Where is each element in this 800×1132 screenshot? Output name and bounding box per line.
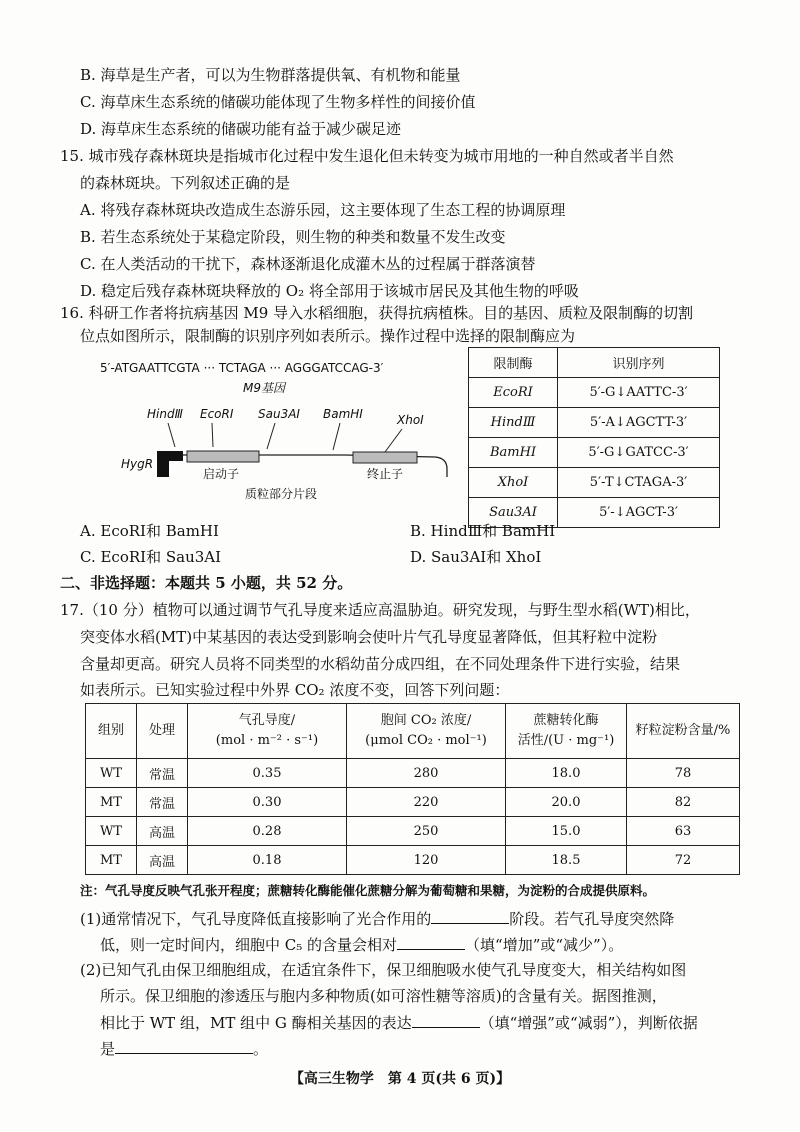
arrow-hindiii [168, 423, 175, 447]
enzyme-sequence: 5′-T↓CTAGA-3′ [558, 468, 720, 498]
header-treatment: 处理 [137, 704, 188, 759]
cell: 220 [347, 788, 506, 817]
cell: 0.35 [188, 759, 347, 788]
q15-option-b: B. 若生态系统处于某稳定阶段，则生物的种类和数量不发生改变 [80, 228, 506, 246]
q17-para-line1: 17.（10 分）植物可以通过调节气孔导度来适应高温胁迫。研究发现，与野生型水稻(WT)相比， [60, 601, 700, 619]
cell: 0.30 [188, 788, 347, 817]
cell: MT [86, 846, 137, 875]
header-group: 组别 [86, 704, 137, 759]
q17-sub2-text-d: （填“增强”或“减弱”），判断依据 [479, 1014, 698, 1032]
header-sequence: 识别序列 [558, 348, 720, 378]
cell: 常温 [137, 759, 188, 788]
section-heading: 二、非选择题：本题共 5 小题，共 52 分。 [60, 574, 353, 592]
q15-stem-line2: 的森林斑块。下列叙述正确的是 [80, 174, 291, 192]
q15-option-a: A. 将残存森林斑块改造成生态游乐园，这主要体现了生态工程的协调原理 [80, 201, 566, 219]
enzyme-sequence: 5′-G↓GATCC-3′ [558, 438, 720, 468]
cell: 常温 [137, 788, 188, 817]
arrow-ecori [212, 423, 213, 447]
cell: 高温 [137, 817, 188, 846]
terminator-label: 终止子 [367, 467, 404, 481]
header-enzyme: 限制酶 [469, 348, 558, 378]
table-row [469, 408, 720, 438]
cell: 250 [347, 817, 506, 846]
q17-sub2-text-f: 。 [253, 1040, 269, 1058]
header-stomatal-conductance [188, 704, 347, 759]
cell: 82 [627, 788, 740, 817]
header-gs-line1: 气孔导度/ [238, 713, 296, 728]
table-row [86, 759, 740, 788]
enzyme-name: BamHⅠ [469, 438, 558, 468]
enzyme-name: EcoRⅠ [469, 378, 558, 408]
cell: 0.18 [188, 846, 347, 875]
q17-sub2-line2: 所示。保卫细胞的渗透压与胞内多种物质(如可溶性糖等溶质)的含量有关。据图推测， [100, 987, 667, 1005]
cell: 18.5 [506, 846, 627, 875]
arrow-bamhi [333, 423, 340, 450]
gene-sequence: 5′-ATGAATTCGTA ··· TCTAGA ··· AGGGATCCAG-3′ [100, 361, 384, 375]
enzyme-name: XhoⅠ [469, 468, 558, 498]
q14-option-b: B. 海草是生产者，可以为生物群落提供氧、有机物和能量 [80, 66, 461, 84]
table-header-row [86, 704, 740, 759]
q17-sub1-text-d: （填“增加”或“减少”）。 [465, 936, 624, 954]
q14-option-c: C. 海草床生态系统的储碳功能体现了生物多样性的间接价值 [80, 93, 476, 111]
table-row [86, 788, 740, 817]
header-ci-line1: 胞间 CO₂ 浓度/ [380, 713, 472, 728]
q15-stem-line1: 15. 城市残存森林斑块是指城市化过程中发生退化但未转变为城市用地的一种自然或者半自然 [60, 147, 674, 165]
header-intercellular-co2 [347, 704, 506, 759]
answer-blank-3[interactable] [412, 1011, 480, 1028]
gene-label: M9基因 [243, 381, 285, 395]
q17-sub2-text-c: 相比于 WT 组，MT 组中 G 酶相关基因的表达 [100, 1014, 412, 1032]
q16-option-a: A. EcoRⅠ和 BamHⅠ [80, 522, 219, 540]
answer-blank-4[interactable] [115, 1037, 253, 1054]
enzyme-table [468, 347, 720, 528]
promoter-label: 启动子 [203, 467, 240, 481]
site-xhoi: XhoⅠ [397, 413, 424, 427]
q17-sub1-text-b: 阶段。若气孔导度突然降 [509, 910, 675, 928]
q17-sub2-text-e: 是 [100, 1040, 116, 1058]
cell: 72 [627, 846, 740, 875]
q17-sub1-line2 [100, 933, 623, 956]
q15-option-c: C. 在人类活动的干扰下，森林逐渐退化成灌木丛的过程属于群落演替 [80, 255, 536, 273]
cell: 15.0 [506, 817, 627, 846]
table-row [86, 846, 740, 875]
table-row [469, 468, 720, 498]
site-sau3ai: Sau3AⅠ [258, 407, 300, 421]
q16-stem-line1: 16. 科研工作者将抗病基因 M9 导入水稻细胞，获得抗病植株。目的基因、质粒及限制酶的切割 [60, 304, 694, 322]
site-hindiii: HindⅢ [147, 407, 183, 421]
arrow-sau3ai [267, 423, 275, 449]
header-ci-line2: (μmol CO₂ · mol⁻¹) [365, 733, 487, 748]
q16-option-d: D. Sau3AⅠ和 XhoⅠ [410, 548, 542, 566]
q17-sub2-line4 [100, 1037, 268, 1060]
cell: 280 [347, 759, 506, 788]
q17-sub1-line1 [80, 907, 674, 930]
q16-option-c: C. EcoRⅠ和 Sau3AⅠ [80, 548, 222, 566]
q17-sub2-line1: (2)已知气孔由保卫细胞组成，在适宜条件下，保卫细胞吸水使气孔导度变大，相关结构如图 [80, 961, 687, 979]
header-starch: 籽粒淀粉含量/% [627, 704, 740, 759]
experiment-table [85, 703, 740, 875]
answer-blank-2[interactable] [397, 933, 465, 950]
table-note: 注：气孔导度反映气孔张开程度；蔗糖转化酶能催化蔗糖分解为葡萄糖和果糖，为淀粉的合成提供原料。 [80, 883, 656, 898]
table-header-row [469, 348, 720, 378]
q17-para-line2: 突变体水稻(MT)中某基因的表达受到影响会使叶片气孔导度显著降低，但其籽粒中淀粉 [80, 628, 658, 646]
arrow-xhoi [385, 429, 402, 452]
hygr-segment [157, 451, 183, 477]
cell: 20.0 [506, 788, 627, 817]
cell: 0.28 [188, 817, 347, 846]
header-gs-line2: (mol · m⁻² · s⁻¹) [215, 733, 319, 748]
cell: 高温 [137, 846, 188, 875]
q16-option-b: B. HindⅢ和 BamHⅠ [410, 522, 556, 540]
plasmid-caption: 质粒部分片段 [245, 487, 318, 501]
cell: 63 [627, 817, 740, 846]
enzyme-name: HindⅢ [469, 408, 558, 438]
promoter-box [187, 451, 259, 462]
q17-para-line4: 如表所示。已知实验过程中外界 CO₂ 浓度不变，回答下列问题： [80, 681, 510, 699]
q16-stem-line2: 位点如图所示，限制酶的识别序列如表所示。操作过程中选择的限制酶应为 [80, 327, 576, 345]
enzyme-sequence: 5′-A↓AGCTT-3′ [558, 408, 720, 438]
terminator-box [353, 452, 417, 463]
enzyme-name: Sau3AⅠ [469, 498, 558, 528]
cell: 78 [627, 759, 740, 788]
cell: WT [86, 759, 137, 788]
table-row [86, 817, 740, 846]
site-bamhi: BamHⅠ [323, 407, 363, 421]
q15-option-d: D. 稳定后残存森林斑块释放的 O₂ 将全部用于该城市居民及其他生物的呼吸 [80, 282, 579, 300]
enzyme-sequence: 5′-G↓AATTC-3′ [558, 378, 720, 408]
cell: 18.0 [506, 759, 627, 788]
header-enz-line2: 活性/(U · mg⁻¹) [517, 733, 615, 748]
cell: MT [86, 788, 137, 817]
table-row [469, 378, 720, 408]
hygr-label: HygR [121, 457, 154, 471]
answer-blank-1[interactable] [431, 907, 509, 924]
q17-sub1-text-c: 低，则一定时间内，细胞中 C₅ 的含量会相对 [100, 936, 398, 954]
q14-option-d: D. 海草床生态系统的储碳功能有益于减少碳足迹 [80, 120, 402, 138]
header-sucrose-invertase [506, 704, 627, 759]
page-footer: 【高三生物学 第 4 页(共 6 页)】 [289, 1071, 511, 1087]
table-row [469, 438, 720, 468]
enzyme-sequence: 5′-↓AGCT-3′ [558, 498, 720, 528]
header-enz-line1: 蔗糖转化酶 [533, 713, 599, 728]
q17-sub1-text-a: (1)通常情况下，气孔导度降低直接影响了光合作用的 [80, 910, 432, 928]
q17-para-line3: 含量却更高。研究人员将不同类型的水稻幼苗分成四组，在不同处理条件下进行实验，结果 [80, 655, 681, 673]
site-ecori: EcoRⅠ [200, 407, 234, 421]
plasmid-diagram [95, 355, 455, 515]
q17-sub2-line3 [100, 1011, 698, 1034]
cell: WT [86, 817, 137, 846]
cell: 120 [347, 846, 506, 875]
